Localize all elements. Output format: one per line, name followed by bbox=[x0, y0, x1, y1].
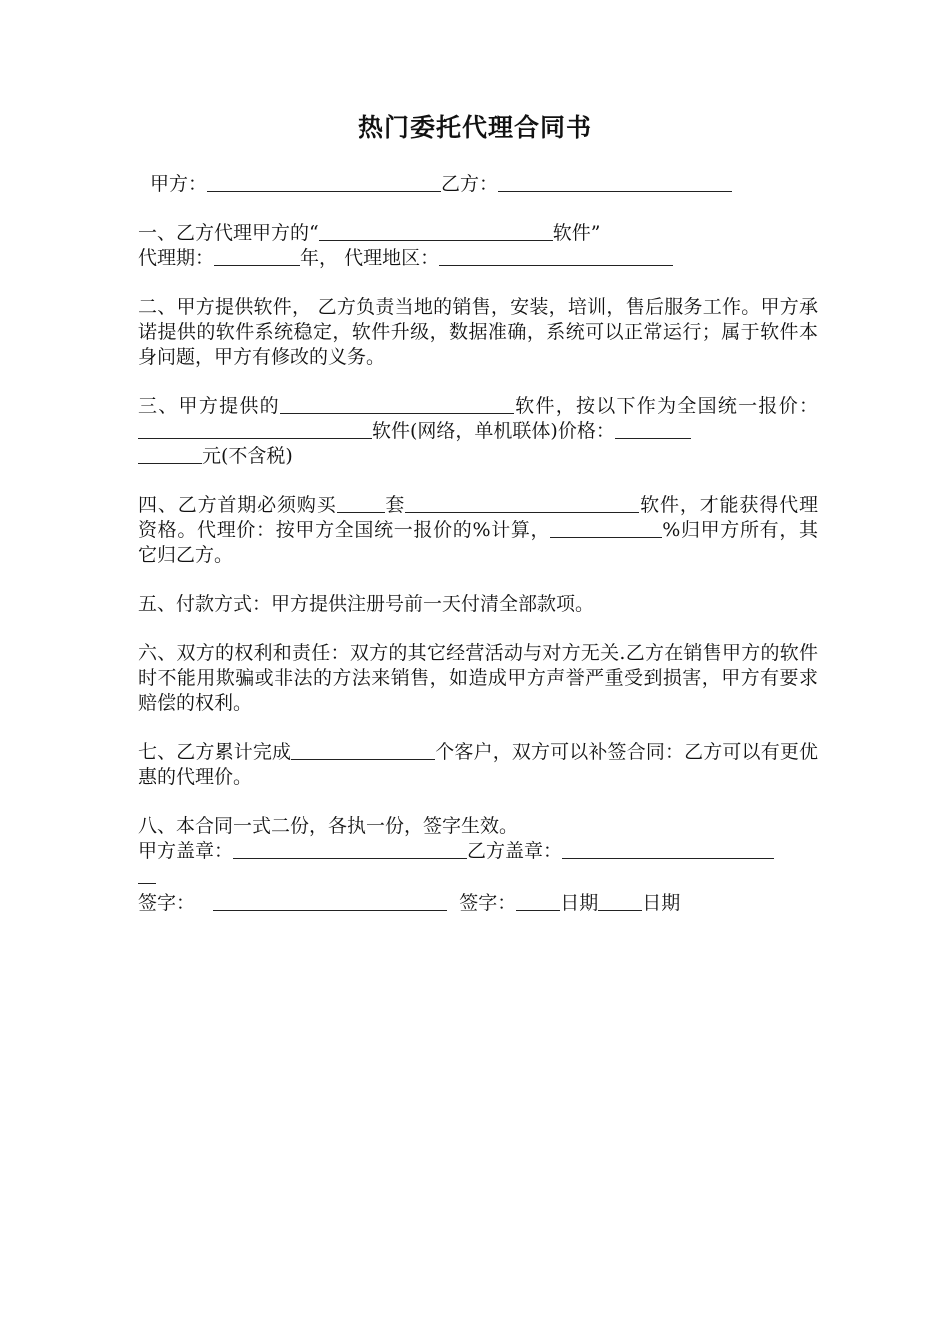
party-b-seal-label: 乙方盖章： bbox=[467, 840, 563, 862]
clause-8-text: 八、本合同一式二份，各执一份，签字生效。 bbox=[138, 815, 519, 837]
clause-1-prefix: 一、乙方代理甲方的“ bbox=[138, 222, 319, 244]
clause-4-prefix: 四、乙方首期必须购买 bbox=[138, 494, 337, 516]
provided-software-blank[interactable] bbox=[280, 395, 514, 414]
agency-period-blank[interactable] bbox=[214, 247, 300, 266]
document-title: 热门委托代理合同书 bbox=[357, 113, 592, 142]
party-a-seal-blank[interactable] bbox=[233, 840, 467, 859]
clause-4-mid1: 软件，才能获得代理资格。代理价：按甲方全国统一报价的%计算， bbox=[138, 494, 818, 541]
clause-1 bbox=[138, 221, 818, 271]
signature-line bbox=[138, 891, 818, 916]
party-a-seal-label: 甲方盖章： bbox=[138, 840, 234, 862]
purchase-software-blank[interactable] bbox=[405, 494, 639, 513]
clause-3 bbox=[138, 394, 818, 469]
clause-6: 六、双方的权利和责任：双方的其它经营活动与对方无关.乙方在销售甲方的软件时不能用欺骗或非法的方法来销售，如造成甲方声誉严重受到损害，甲方有要求赔偿的权利。 bbox=[138, 642, 818, 714]
party-b-seal-blank[interactable] bbox=[562, 840, 774, 859]
party-b-sign-label: 签字： bbox=[459, 892, 517, 914]
clause-2: 二、甲方提供软件， 乙方负责当地的销售，安装，培训，售后服务工作。甲方承诺提供的软件系统稳定，软件升级，数据准确，系统可以正常运行；属于软件本身问题，甲方有修改的义务。 bbox=[138, 296, 818, 368]
clause-3-mid2: 软件(网络，单机联体)价格： bbox=[372, 420, 615, 442]
software-name-blank[interactable] bbox=[319, 222, 553, 241]
clause-4-unit: 套 bbox=[384, 494, 406, 516]
clause-1-suffix: 软件” bbox=[552, 222, 601, 244]
agency-region-label: 代理地区： bbox=[344, 247, 440, 269]
percentage-blank[interactable] bbox=[550, 519, 662, 538]
parties-line bbox=[138, 172, 818, 197]
price-blank-continued[interactable] bbox=[138, 445, 202, 464]
clause-7-suffix: 个客户，双方可以补签合同：乙方可以有更优惠的代理价。 bbox=[138, 741, 818, 788]
clause-5: 五、付款方式：甲方提供注册号前一天付清全部款项。 bbox=[138, 593, 595, 615]
party-a-sign-blank[interactable] bbox=[213, 892, 447, 911]
party-a-label: 甲方： bbox=[150, 173, 208, 195]
quote-software-blank[interactable] bbox=[138, 420, 372, 439]
clause-3-prefix: 三、甲方提供的 bbox=[138, 395, 280, 417]
customer-count-blank[interactable] bbox=[291, 741, 435, 760]
clause-4 bbox=[138, 493, 818, 568]
agency-region-blank[interactable] bbox=[439, 247, 673, 266]
party-a-blank[interactable] bbox=[207, 173, 441, 192]
clause-3-mid1: 软件，按以下作为全国统一报价： bbox=[513, 395, 818, 417]
clause-7-prefix: 七、乙方累计完成 bbox=[138, 741, 292, 763]
purchase-quantity-blank[interactable] bbox=[337, 494, 385, 513]
party-b-blank[interactable] bbox=[498, 173, 732, 192]
date-blank-1[interactable] bbox=[516, 892, 560, 911]
date-blank-2[interactable] bbox=[598, 892, 642, 911]
contract-body bbox=[138, 172, 818, 916]
clause-8 bbox=[138, 814, 818, 889]
date-label-2: 日期 bbox=[642, 892, 681, 914]
agency-period-unit: 年， bbox=[300, 247, 339, 269]
clause-3-suffix: 元(不含税) bbox=[202, 445, 293, 467]
party-a-sign-label: 签字： bbox=[138, 892, 196, 914]
party-b-seal-blank-continued[interactable] bbox=[138, 865, 156, 884]
price-blank[interactable] bbox=[615, 420, 691, 439]
date-label-1: 日期 bbox=[560, 892, 599, 914]
clause-4-suffix: %归甲方所有，其它归乙方。 bbox=[138, 519, 818, 566]
party-b-label: 乙方： bbox=[441, 173, 499, 195]
agency-period-label: 代理期： bbox=[138, 247, 215, 269]
clause-7 bbox=[138, 740, 818, 790]
